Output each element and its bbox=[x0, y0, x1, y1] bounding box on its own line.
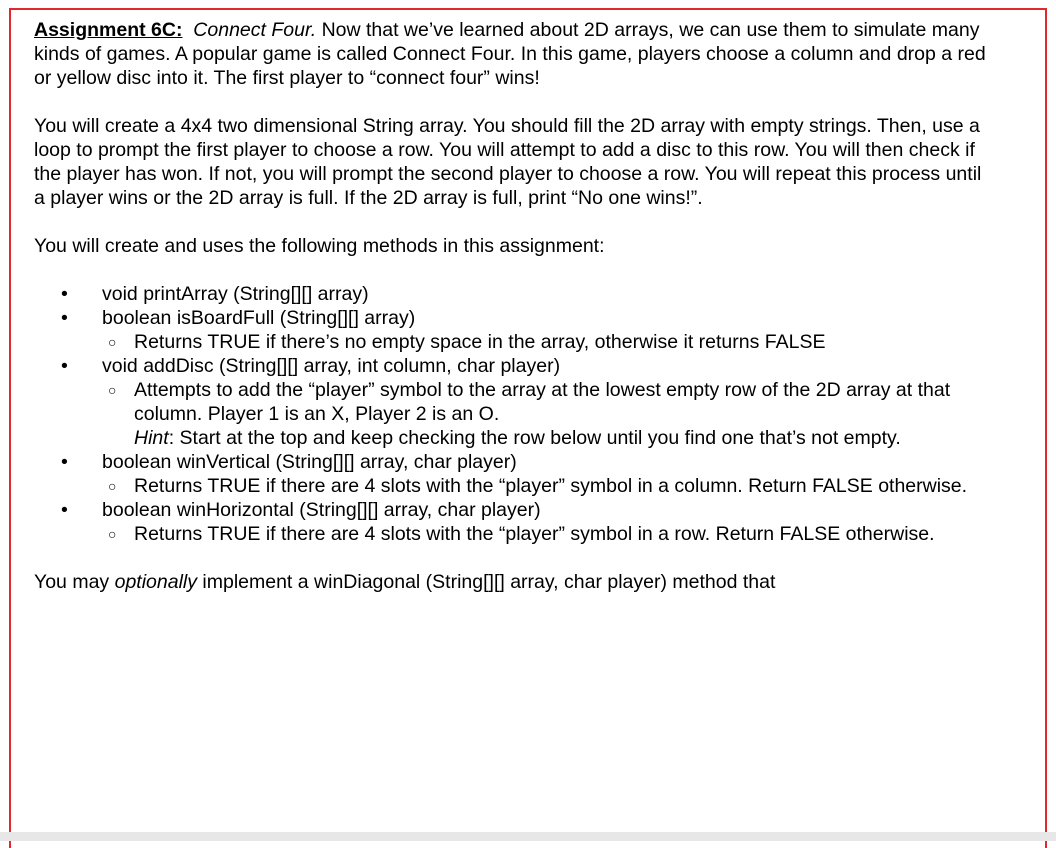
method-item bbox=[34, 450, 994, 498]
bullet-icon: • bbox=[61, 451, 68, 473]
assignment-subtitle: Connect Four. bbox=[193, 19, 317, 41]
circle-bullet-icon: ○ bbox=[108, 478, 117, 494]
assignment-title: Assignment 6C: bbox=[34, 19, 183, 41]
circle-bullet-icon: ○ bbox=[108, 526, 117, 542]
instructions-paragraph: You will create a 4x4 two dimensional String array. You should fill the 2D array with empty strings. Then, use a loop to prompt the first player to choose a row. You will attempt to add a disc to this row. You will then check if the player has won. If not, you will prompt the second player to choose a row. You will repeat this process until a player wins or the 2D array is full. If the 2D array is full, print “No one wins!”. bbox=[34, 115, 982, 209]
bullet-icon: • bbox=[61, 355, 68, 377]
methods-intro: You will create and uses the following methods in this assignment: bbox=[34, 235, 605, 257]
circle-bullet-icon: ○ bbox=[108, 382, 117, 398]
bullet-icon: • bbox=[61, 499, 68, 521]
intro-paragraph bbox=[34, 18, 994, 90]
optional-paragraph: You may optionally implement a winDiagonal (String[][] array, char player) method that bbox=[34, 571, 776, 593]
circle-bullet-icon: ○ bbox=[108, 334, 117, 350]
method-signature: boolean winVertical (String[][] array, char player) bbox=[102, 451, 517, 473]
method-signature: boolean winHorizontal (String[][] array, char player) bbox=[102, 499, 541, 521]
optionally-emphasis: optionally bbox=[114, 571, 197, 593]
hint-text: : Start at the top and keep checking the row below until you find one that’s not empty. bbox=[168, 427, 901, 449]
intro-text: Now that we’ve learned about 2D arrays, we can use them to simulate many kinds of games. A popular game is called Connect Four. In this game, players choose a column and drop a red or yellow disc into it. The first player to “connect four” wins! bbox=[34, 19, 986, 89]
method-signature: void addDisc (String[][] array, int column, char player) bbox=[102, 355, 561, 377]
methods-list bbox=[34, 282, 994, 546]
method-description: ○ Returns TRUE if there are 4 slots with the “player” symbol in a column. Return FALSE otherwise. bbox=[108, 475, 968, 497]
method-signature: boolean isBoardFull (String[][] array) bbox=[102, 307, 416, 329]
method-description: ○ Returns TRUE if there’s no empty space in the array, otherwise it returns FALSE bbox=[108, 331, 826, 353]
method-details bbox=[102, 474, 994, 498]
method-item bbox=[34, 498, 994, 546]
bullet-icon: • bbox=[61, 307, 68, 329]
method-details bbox=[102, 522, 994, 546]
assignment-document bbox=[34, 18, 994, 618]
method-signature: void printArray (String[][] array) bbox=[102, 283, 369, 305]
method-item bbox=[34, 354, 994, 450]
bullet-icon: • bbox=[61, 283, 68, 305]
method-description: ○ Returns TRUE if there are 4 slots with the “player” symbol in a row. Return FALSE otherwise. bbox=[108, 523, 935, 545]
method-details bbox=[102, 378, 994, 450]
method-description: ○ Attempts to add the “player” symbol to the array at the lowest empty row of the 2D array at that column. Player 1 is an X, Player 2 is an O. Hint: Start at the top and keep checking the row below until you find one that’s not empty. bbox=[108, 379, 951, 449]
method-item bbox=[34, 306, 994, 354]
method-details bbox=[102, 330, 994, 354]
hint-label: Hint bbox=[134, 427, 169, 449]
page-bottom-bar bbox=[0, 832, 1056, 841]
method-item bbox=[34, 282, 994, 306]
